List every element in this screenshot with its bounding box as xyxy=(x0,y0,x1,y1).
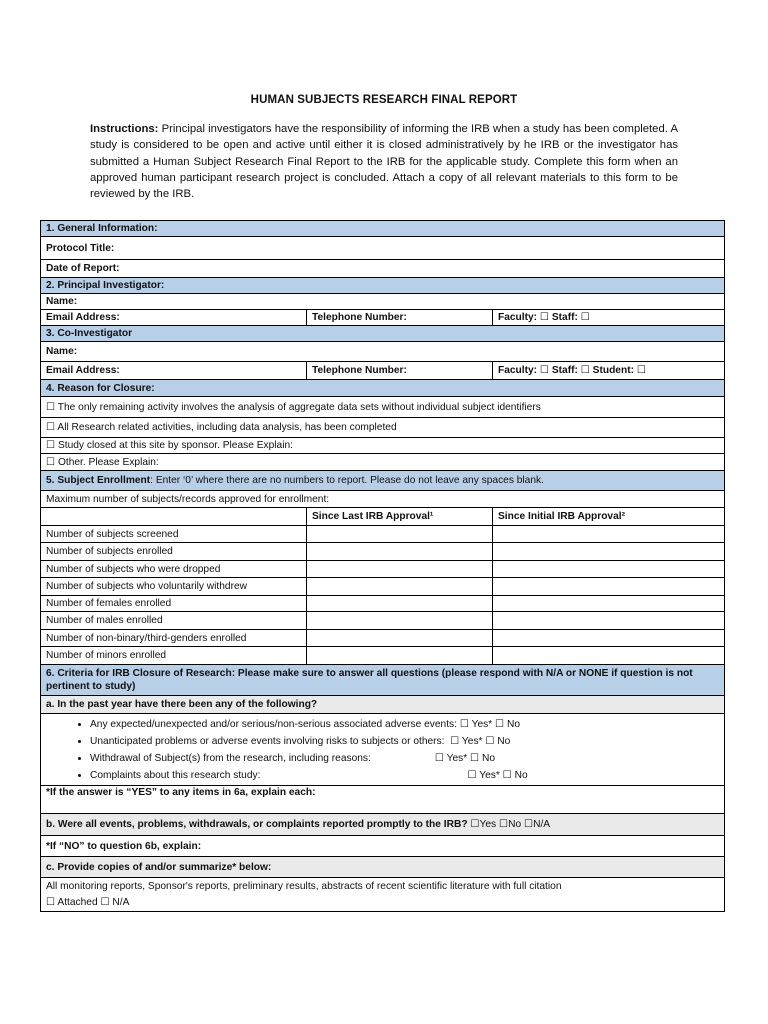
closure-option[interactable]: ☐ Study closed at this site by sponsor. Please Explain: xyxy=(41,438,725,454)
enrollment-cell[interactable] xyxy=(493,526,725,543)
event-item: • Any expected/unexpected and/or serious/non-serious associated adverse events: ☐ Yes* ☐ No xyxy=(90,716,719,733)
enrollment-cell[interactable] xyxy=(493,543,725,561)
enrollment-cell[interactable] xyxy=(307,526,493,543)
enrollment-cell[interactable] xyxy=(307,612,493,630)
question-6b: b. Were all events, problems, withdrawals, or complaints reported promptly to the IRB? ☐Yes ☐No ☐N/A xyxy=(41,814,725,836)
attached-checkboxes[interactable]: ☐ Attached ☐ N/A xyxy=(46,896,130,908)
coi-phone-field[interactable]: Telephone Number: xyxy=(307,362,493,380)
event-item: • Withdrawal of Subject(s) from the research, including reasons: ☐ Yes* ☐ No xyxy=(90,750,719,767)
enrollment-cell[interactable] xyxy=(307,543,493,561)
enrollment-cell[interactable] xyxy=(307,647,493,665)
reports-text: All monitoring reports, Sponsor's reports, preliminary results, abstracts of recent scientific literature with full citation xyxy=(46,880,562,892)
reports-field xyxy=(41,878,725,912)
yes-no-checkbox[interactable]: ☐ Yes* ☐ No xyxy=(434,752,496,764)
pi-email-field[interactable]: Email Address: xyxy=(41,310,307,326)
enrollment-row-label: Number of minors enrolled xyxy=(41,647,307,665)
question-6a: a. In the past year have there been any of the following? xyxy=(41,696,725,714)
enrollment-header-note: : Enter ‘0’ where there are no numbers to report. Please do not leave any spaces blank. xyxy=(150,475,544,486)
section-enrollment-header xyxy=(41,471,725,491)
final-report-form xyxy=(40,220,725,912)
enrollment-cell[interactable] xyxy=(493,630,725,647)
col-since-initial-approval: Since Initial IRB Approval² xyxy=(493,508,725,526)
enrollment-cell[interactable] xyxy=(307,561,493,578)
protocol-title-field[interactable]: Protocol Title: xyxy=(41,237,725,260)
pi-role-checkboxes[interactable]: Faculty: ☐ Staff: ☐ xyxy=(493,310,725,326)
yes-no-checkbox[interactable]: ☐ Yes* ☐ No xyxy=(467,769,528,781)
enrollment-cell[interactable] xyxy=(307,596,493,612)
section-criteria-header: 6. Criteria for IRB Closure of Research: Please make sure to answer all questions (please respond with N/A or NONE if question is not pertinent to study) xyxy=(41,665,725,696)
enrollment-row-label: Number of males enrolled xyxy=(41,612,307,630)
enrollment-cell[interactable] xyxy=(493,612,725,630)
closure-option[interactable]: ☐ The only remaining activity involves the analysis of aggregate data sets without individual subject identifiers xyxy=(41,397,725,418)
coi-name-field[interactable]: Name: xyxy=(41,342,725,362)
instructions xyxy=(90,121,678,202)
enrollment-cell[interactable] xyxy=(493,596,725,612)
col-since-last-approval: Since Last IRB Approval¹ xyxy=(307,508,493,526)
enrollment-cell[interactable] xyxy=(493,647,725,665)
yes-no-checkbox[interactable]: ☐ Yes* ☐ No xyxy=(459,718,521,730)
explain-6b-field[interactable]: *If “NO” to question 6b, explain: xyxy=(41,836,725,857)
question-6b-checkboxes[interactable]: ☐Yes ☐No ☐N/A xyxy=(470,819,551,830)
closure-option[interactable]: ☐ All Research related activities, including data analysis, has been completed xyxy=(41,418,725,438)
instructions-label: Instructions: xyxy=(90,123,159,135)
event-item: • Unanticipated problems or adverse events involving risks to subjects or others: ☐ Yes* ☐ No xyxy=(90,733,719,750)
enrollment-cell[interactable] xyxy=(307,578,493,596)
section-coi-header: 3. Co-Investigator xyxy=(41,326,725,342)
coi-role-checkboxes[interactable]: Faculty: ☐ Staff: ☐ Student: ☐ xyxy=(493,362,725,380)
coi-email-field[interactable]: Email Address: xyxy=(41,362,307,380)
enrollment-cell[interactable] xyxy=(493,561,725,578)
enrollment-row-label: Number of non-binary/third-genders enrolled xyxy=(41,630,307,647)
event-item: • Complaints about this research study: ☐ Yes* ☐ No xyxy=(90,767,719,784)
section-pi-header: 2. Principal Investigator: xyxy=(41,278,725,294)
date-of-report-field[interactable]: Date of Report: xyxy=(41,260,725,278)
max-enrollment-field[interactable]: Maximum number of subjects/records approved for enrollment: xyxy=(41,491,725,508)
enrollment-cell[interactable] xyxy=(307,630,493,647)
yes-no-checkbox[interactable]: ☐ Yes* ☐ No xyxy=(450,735,511,747)
instructions-text: Principal investigators have the responsibility of informing the IRB when a study has been completed. A study is considered to be open and active until either it is closed administratively by he IRB or the investigator has submitted a Human Subject Research Final Report to the IRB for the applicable study. Complete this form when an approved human participant research project is concluded. Attach a copy of all relevant materials to this form to be reviewed by the IRB. xyxy=(90,123,678,201)
enrollment-cell[interactable] xyxy=(493,578,725,596)
enrollment-row-label: Number of subjects enrolled xyxy=(41,543,307,561)
enrollment-row-label: Number of subjects screened xyxy=(41,526,307,543)
explain-6a-field[interactable]: *If the answer is “YES” to any items in 6a, explain each: xyxy=(41,786,725,814)
form-title: HUMAN SUBJECTS RESEARCH FINAL REPORT xyxy=(250,94,518,106)
pi-name-field[interactable]: Name: xyxy=(41,294,725,310)
question-6c: c. Provide copies of and/or summarize* below: xyxy=(41,857,725,878)
enrollment-row-label: Number of females enrolled xyxy=(41,596,307,612)
section-general-header: 1. General Information: xyxy=(41,221,725,237)
enrollment-header-bold: 5. Subject Enrollment xyxy=(46,475,151,486)
pi-phone-field[interactable]: Telephone Number: xyxy=(307,310,493,326)
enrollment-row-label: Number of subjects who were dropped xyxy=(41,561,307,578)
question-6a-items xyxy=(41,714,725,786)
closure-option[interactable]: ☐ Other. Please Explain: xyxy=(41,454,725,471)
section-closure-header: 4. Reason for Closure: xyxy=(41,380,725,397)
enrollment-blank-header xyxy=(41,508,307,526)
enrollment-row-label: Number of subjects who voluntarily withdrew xyxy=(41,578,307,596)
